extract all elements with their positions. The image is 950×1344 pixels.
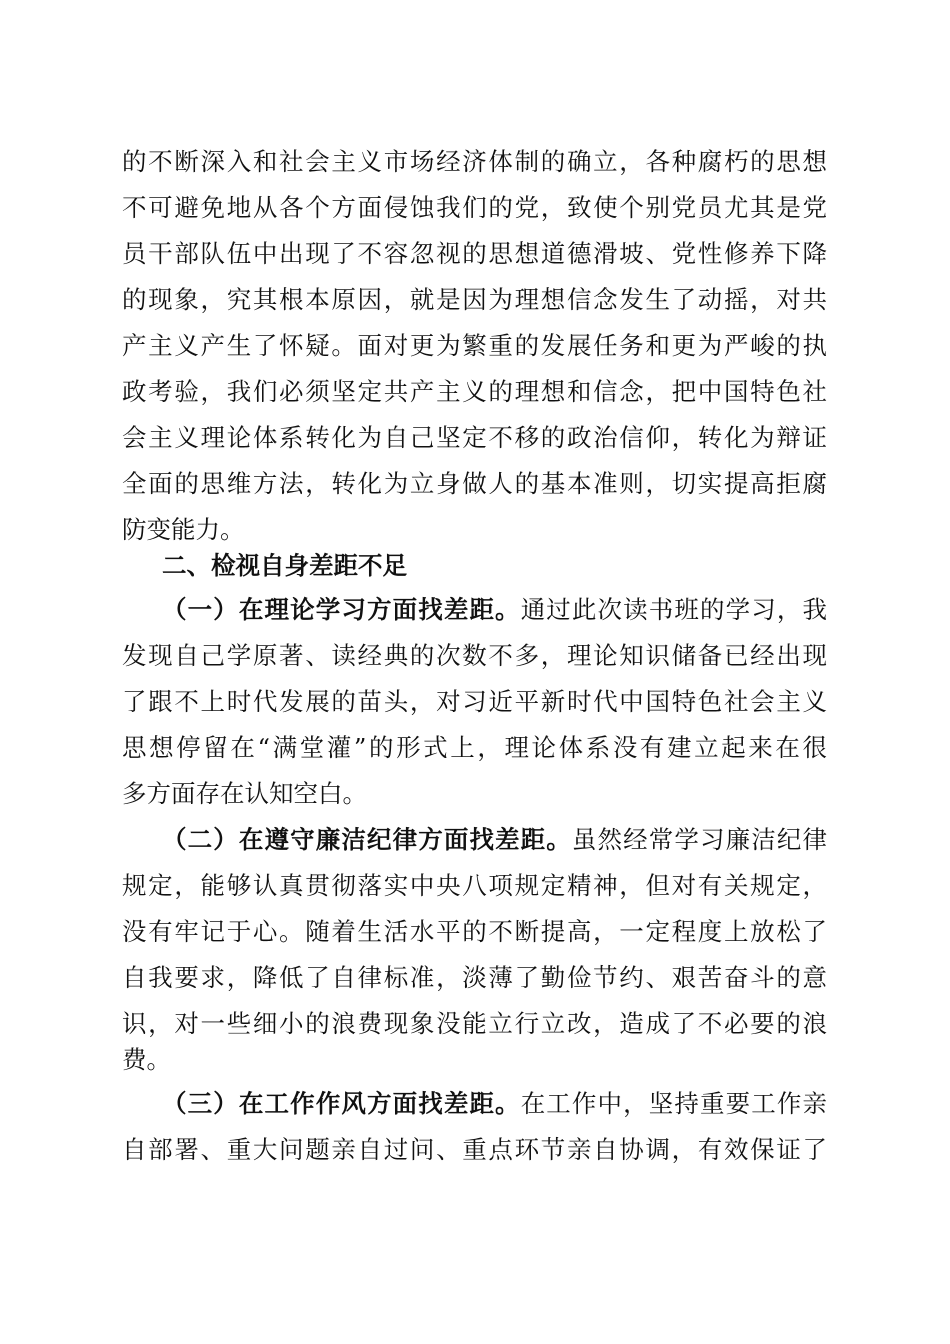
item2-line-3: 没有牢记于心。随着生活水平的不断提高，一定程度上放松了 <box>122 917 827 946</box>
item1-first-line-text: 通过此次读书班的学习，我 <box>520 595 828 624</box>
item3-first-line <box>162 1084 827 1124</box>
item2-line-5: 识，对一些细小的浪费现象没能立行立改，造成了不必要的浪 <box>122 1009 827 1038</box>
item2-line-4: 自我要求，降低了自律标准，淡薄了勤俭节约、艰苦奋斗的意 <box>122 963 827 992</box>
item3-line-2: 自部署、重大问题亲自过问、重点环节亲自协调，有效保证了 <box>122 1135 827 1164</box>
section-heading: 二、检视自身差距不足 <box>162 551 407 580</box>
item2-first-line <box>162 820 827 860</box>
item1-line-2: 发现自己学原著、读经典的次数不多，理论知识储备已经出现 <box>122 641 827 670</box>
intro-line-6: 政考验，我们必须坚定共产主义的理想和信念，把中国特色社 <box>122 377 827 406</box>
item1-first-line <box>162 590 827 630</box>
intro-line-4: 的现象，究其根本原因，就是因为理想信念发生了动摇，对共 <box>122 285 827 314</box>
intro-line-5: 产主义产生了怀疑。面对更为繁重的发展任务和更为严峻的执 <box>122 331 827 360</box>
item1-title: （一）在理论学习方面找差距。 <box>162 595 521 624</box>
intro-line-7: 会主义理论体系转化为自己坚定不移的政治信仰，转化为辩证 <box>122 423 827 452</box>
intro-line-3: 员干部队伍中出现了不容忽视的思想道德滑坡、党性修养下降 <box>122 239 827 268</box>
item2-line-6: 费。 <box>122 1045 171 1074</box>
item2-first-line-text: 虽然经常学习廉洁纪律 <box>571 825 828 854</box>
item1-line-3: 了跟不上时代发展的苗头，对习近平新时代中国特色社会主义 <box>122 687 827 716</box>
item1-line-5: 多方面存在认知空白。 <box>122 779 367 808</box>
intro-line-9: 防变能力。 <box>122 515 245 544</box>
intro-line-1: 的不断深入和社会主义市场经济体制的确立，各种腐朽的思想 <box>122 147 827 176</box>
item2-title: （二）在遵守廉洁纪律方面找差距。 <box>162 825 572 854</box>
item1-line-4: 思想停留在“满堂灌”的形式上，理论体系没有建立起来在很 <box>122 733 827 762</box>
item2-line-2: 规定，能够认真贯彻落实中央八项规定精神，但对有关规定， <box>122 871 827 900</box>
item3-first-line-text: 在工作中，坚持重要工作亲 <box>520 1089 828 1118</box>
intro-line-8: 全面的思维方法，转化为立身做人的基本准则，切实提高拒腐 <box>122 469 827 498</box>
intro-line-2: 不可避免地从各个方面侵蚀我们的党，致使个别党员尤其是党 <box>122 193 827 222</box>
item3-title: （三）在工作作风方面找差距。 <box>162 1089 521 1118</box>
